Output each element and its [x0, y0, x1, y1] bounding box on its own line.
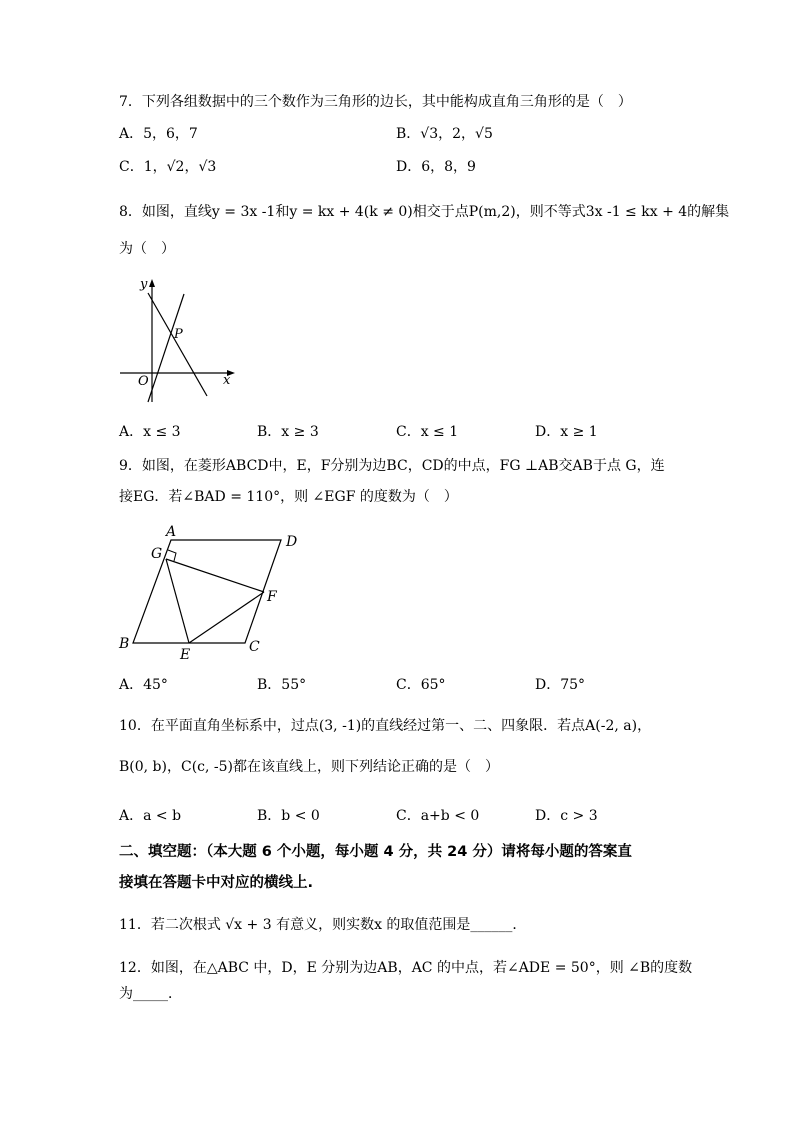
q8-line-increasing	[148, 294, 184, 402]
q8-stem-line2: 为（ ）	[119, 241, 175, 257]
q7-option-b: B．√3，2，√5	[396, 126, 493, 142]
section2-heading-line2: 接填在答题卡中对应的横线上.	[119, 875, 314, 891]
q9-label-f: F	[267, 589, 277, 605]
q8-label-y: y	[140, 277, 148, 292]
q9-figure	[116, 524, 308, 664]
q9-stem-line2: 接EG．若∠BAD = 110°，则 ∠EGF 的度数为（ ）	[119, 489, 458, 505]
q9-segment-ef	[189, 592, 264, 643]
q7-stem: 7．下列各组数据中的三个数作为三角形的边长，其中能构成直角三角形的是（ ）	[119, 94, 632, 110]
q9-label-d: D	[286, 534, 298, 550]
q10-option-b: B．b < 0	[257, 808, 320, 824]
q8-label-x: x	[223, 373, 231, 388]
q10-option-c: C．a+b < 0	[396, 808, 480, 824]
q8-label-o: O	[138, 374, 149, 389]
q8-line-decreasing	[148, 293, 207, 396]
q10-stem-line2: B(0, b)，C(c, -5)都在该直线上，则下列结论正确的是（ ）	[119, 759, 499, 775]
q8-option-a: A．x ≤ 3	[119, 424, 181, 440]
q8-option-d: D．x ≥ 1	[535, 424, 598, 440]
section2-heading-line1: 二、填空题：（本大题 6 个小题，每小题 4 分，共 24 分）请将每小题的答案直	[119, 844, 632, 860]
q9-label-a: A	[166, 524, 177, 540]
q9-stem-line1: 9．如图，在菱形ABCD中，E，F分别为边BC，CD的中点，FG ⊥AB交AB于点 G，连	[119, 458, 665, 474]
q12-stem-line1: 12．如图，在△ABC 中，D，E 分别为边AB，AC 的中点，若∠ADE = 50°，则 ∠B的度数	[119, 960, 693, 976]
q9-segment-gf	[166, 559, 264, 592]
q8-y-arrow	[149, 279, 155, 287]
q10-option-a: A．a < b	[119, 808, 182, 824]
q12-stem-line2: 为_____．	[119, 986, 182, 1002]
q11-stem: 11．若二次根式 √x + 3 有意义，则实数x 的取值范围是______．	[119, 917, 527, 933]
q7-option-a: A．5，6，7	[119, 126, 198, 142]
q9-right-angle-mark	[168, 550, 176, 561]
q9-segment-ge	[166, 559, 189, 643]
q9-label-b: B	[119, 636, 130, 652]
q8-option-b: B．x ≥ 3	[257, 424, 319, 440]
q8-label-p: P	[174, 327, 183, 342]
q8-figure	[118, 276, 242, 406]
q9-label-e: E	[180, 647, 191, 663]
q9-option-d: D．75°	[535, 677, 586, 693]
q8-stem-line1: 8．如图，直线y = 3x -1和y = kx + 4(k ≠ 0)相交于点P(m,2)，则不等式3x -1 ≤ kx + 4的解集	[119, 204, 730, 220]
q7-option-d: D．6，8，9	[396, 159, 476, 175]
q9-label-g: G	[151, 546, 163, 562]
q10-option-d: D．c > 3	[535, 808, 598, 824]
q10-stem-line1: 10．在平面直角坐标系中，过点(3, -1)的直线经过第一、二、四象限．若点A(-2, a)，	[119, 718, 652, 734]
q9-option-b: B．55°	[257, 677, 307, 693]
q8-option-c: C．x ≤ 1	[396, 424, 459, 440]
q9-option-a: A．45°	[119, 677, 168, 693]
q9-option-c: C．65°	[396, 677, 446, 693]
q7-option-c: C．1，√2，√3	[119, 159, 217, 175]
q9-label-c: C	[249, 639, 260, 655]
